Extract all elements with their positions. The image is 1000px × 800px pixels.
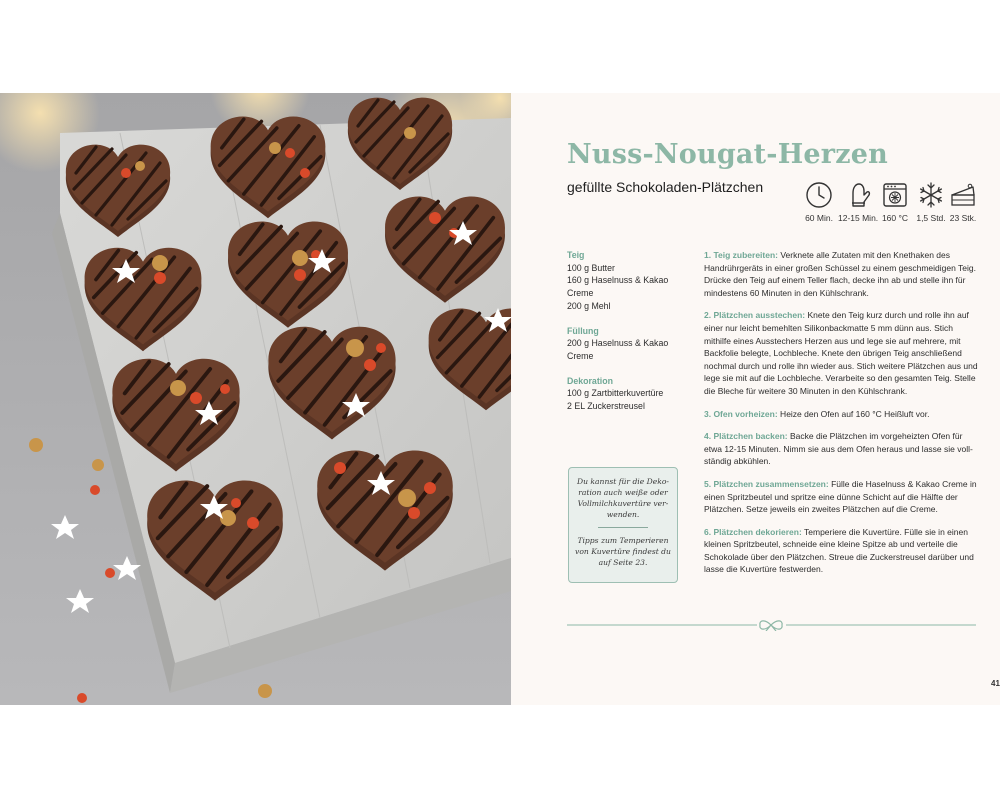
info-bake-time xyxy=(838,181,878,223)
step-text: Heize den Ofen auf 160 °C Heißluft vor. xyxy=(777,408,930,419)
ingredient-item: 160 g Haselnuss & Kakao xyxy=(567,275,669,286)
oven-icon xyxy=(881,181,909,209)
ingredient-group-teig xyxy=(567,249,687,313)
snowflake-icon xyxy=(917,181,945,209)
info-yield xyxy=(943,181,983,223)
step-title: 1. Teig zubereiten: xyxy=(704,250,778,260)
tip-text: Du kannst für die Deko-ration auch weiße oder Vollmilchkuvertüre ver-wenden. xyxy=(577,477,669,519)
recipe-page xyxy=(511,93,1000,705)
recipe-subtitle: gefüllte Schokoladen-Plätzchen xyxy=(567,179,764,195)
step-title: 2. Plätzchen ausstechen: xyxy=(704,310,806,321)
ingredient-group-dekoration xyxy=(567,375,687,413)
step-text: Backe die Plätzchen im vorgeheizten Ofen für etwa 12-15 Minuten. Nimm sie aus dem Ofen heraus und lasse sie voll-ständig abkühlen. xyxy=(704,431,973,467)
ingredient-item: 200 g Mehl xyxy=(567,300,611,311)
step-4 xyxy=(704,430,979,468)
step-3 xyxy=(704,408,979,421)
step-6 xyxy=(704,526,979,576)
step-2 xyxy=(704,309,979,397)
recipe-title: Nuss-Nougat-Herzen xyxy=(567,139,888,170)
ingredient-heading: Füllung xyxy=(567,325,599,336)
info-label: 23 Stk. xyxy=(949,213,977,223)
ribbon-divider xyxy=(567,619,976,631)
step-1 xyxy=(704,249,979,299)
info-temperature xyxy=(875,181,915,223)
ingredient-item: 2 EL Zuckerstreusel xyxy=(567,401,645,412)
ingredient-group-fuellung xyxy=(567,325,687,363)
ingredient-heading: Teig xyxy=(567,250,585,260)
recipe-photo xyxy=(0,93,511,705)
ingredient-item: Creme xyxy=(567,288,594,299)
step-title: 6. Plätzchen dekorieren: xyxy=(704,526,802,537)
ingredient-item: 200 g Haselnuss & Kakao xyxy=(567,338,669,349)
step-5 xyxy=(704,478,979,516)
info-prep-time xyxy=(799,181,839,223)
tip-box xyxy=(568,467,678,583)
ingredient-heading: Dekoration xyxy=(567,375,613,386)
ingredient-item: 100 g Zartbitterkuvertüre xyxy=(567,388,664,399)
info-label: 1,5 Std. xyxy=(916,213,946,223)
step-title: 4. Plätzchen backen: xyxy=(704,431,788,442)
page-number: 41 xyxy=(991,679,1000,688)
step-title: 5. Plätzchen zusammensetzen: xyxy=(704,478,829,489)
ingredient-item: Creme xyxy=(567,350,594,361)
instructions xyxy=(704,249,979,586)
ingredient-item: 100 g Butter xyxy=(567,262,615,273)
cake-slice-icon xyxy=(949,181,977,209)
tip-divider xyxy=(598,527,648,528)
info-label: 60 Min. xyxy=(805,213,833,223)
ingredients-list xyxy=(567,249,687,425)
info-label: 160 °C xyxy=(881,213,909,223)
info-label: 12-15 Min. xyxy=(838,213,879,223)
clock-icon xyxy=(805,181,833,209)
oven-mitt-icon xyxy=(844,181,872,209)
step-text: Knete den Teig kurz durch und rolle ihn auf einer nur leicht bemehlten Silikonbackmatte 5 mm dünn aus. Stich mithilfe eines Ausstechers Herzen aus und lege sie auf mehrere, mit Backfolie belegte, Lochbleche. Knete den übrigen Teig anschließend nochmal durch und rolle ihn wieder aus. Stich weitere Plätzchen aus und lege sie mit auf die Lochbleche. Verarbeite so den gesamten Teig. Stelle die Bleche für weitere 30 Minuten in den Kühlschrank. xyxy=(704,310,978,396)
step-text: Temperiere die Kuvertüre. Fülle sie in einen kleinen Spritzbeutel, schneide eine kleine Spitze ab und verteile die Schokolade über den Plätzchen. Streue die Zuckerstreusel darüber und lasse die Kuvertüre festwerden. xyxy=(704,526,974,575)
bow-icon xyxy=(760,621,782,631)
step-title: 3. Ofen vorheizen: xyxy=(704,408,778,419)
step-text: Verknete alle Zutaten mit den Knethaken des Handrührgeräts in einer großen Schüssel zu einem geschmeidigen Teig. Drücke den Teig auf einem Teller flach, decke ihn ab und stelle ihn für mindestens 60 Minuten in den Kühlschrank. xyxy=(704,250,976,298)
tip-reference: Tipps zum Temperieren von Kuvertüre findest du auf Seite 23. xyxy=(575,536,671,567)
step-text: Fülle die Haselnuss & Kakao Creme in einen Spritzbeutel und spritze eine dünne Schicht auf die Hälfte der Plätzchen. Setze jeweils ein zweites Plätzchen auf die Creme. xyxy=(704,478,977,515)
